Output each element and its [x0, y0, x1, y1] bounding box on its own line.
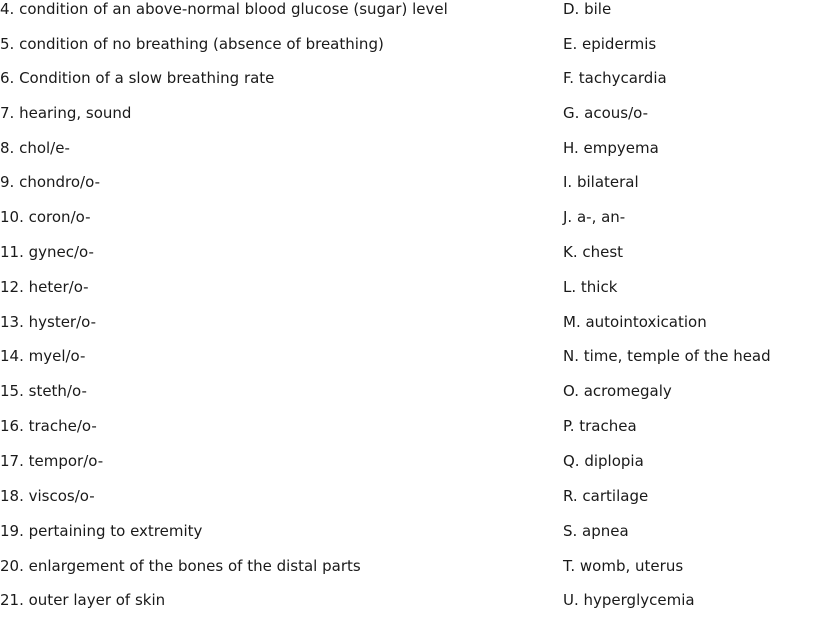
matching-row [0, 380, 816, 402]
right-item: R. cartilage [563, 487, 649, 505]
matching-row [0, 67, 816, 89]
left-item: 12. heter/o- [0, 278, 89, 296]
left-item: 14. myel/o- [0, 347, 86, 365]
matching-row [0, 450, 816, 472]
right-item: L. thick [563, 278, 618, 296]
right-item: G. acous/o- [563, 104, 649, 122]
right-item: D. bile [563, 0, 612, 18]
left-item: 19. pertaining to extremity [0, 522, 203, 540]
left-item: 9. chondro/o- [0, 173, 100, 191]
left-item: 21. outer layer of skin [0, 591, 166, 609]
left-item: 8. chol/e- [0, 139, 70, 157]
matching-row [0, 555, 816, 577]
right-item: N. time, temple of the head [563, 347, 771, 365]
right-item: K. chest [563, 243, 624, 261]
matching-row [0, 589, 816, 611]
left-item: 18. viscos/o- [0, 487, 95, 505]
left-item: 13. hyster/o- [0, 313, 97, 331]
right-item: E. epidermis [563, 35, 657, 53]
matching-row [0, 485, 816, 507]
matching-row [0, 137, 816, 159]
matching-row [0, 415, 816, 437]
right-item: S. apnea [563, 522, 629, 540]
left-item: 11. gynec/o- [0, 243, 94, 261]
left-item: 6. Condition of a slow breathing rate [0, 69, 275, 87]
left-item: 7. hearing, sound [0, 104, 132, 122]
matching-row [0, 241, 816, 263]
right-item: U. hyperglycemia [563, 591, 695, 609]
right-item: H. empyema [563, 139, 659, 157]
left-item: 4. condition of an above-normal blood glucose (sugar) level [0, 0, 448, 18]
right-item: T. womb, uterus [563, 557, 684, 575]
right-item: Q. diplopia [563, 452, 644, 470]
right-item: J. a-, an- [563, 208, 626, 226]
right-item: P. trachea [563, 417, 637, 435]
matching-row [0, 206, 816, 228]
matching-row [0, 102, 816, 124]
left-item: 15. steth/o- [0, 382, 87, 400]
matching-row [0, 0, 816, 20]
right-item: M. autointoxication [563, 313, 707, 331]
right-item: F. tachycardia [563, 69, 667, 87]
left-item: 10. coron/o- [0, 208, 91, 226]
left-item: 5. condition of no breathing (absence of breathing) [0, 35, 384, 53]
right-item: I. bilateral [563, 173, 639, 191]
matching-row [0, 33, 816, 55]
left-item: 17. tempor/o- [0, 452, 104, 470]
left-item: 16. trache/o- [0, 417, 97, 435]
right-item: O. acromegaly [563, 382, 672, 400]
matching-row [0, 520, 816, 542]
matching-row [0, 311, 816, 333]
matching-row [0, 345, 816, 367]
left-item: 20. enlargement of the bones of the distal parts [0, 557, 361, 575]
matching-row [0, 276, 816, 298]
matching-row [0, 171, 816, 193]
